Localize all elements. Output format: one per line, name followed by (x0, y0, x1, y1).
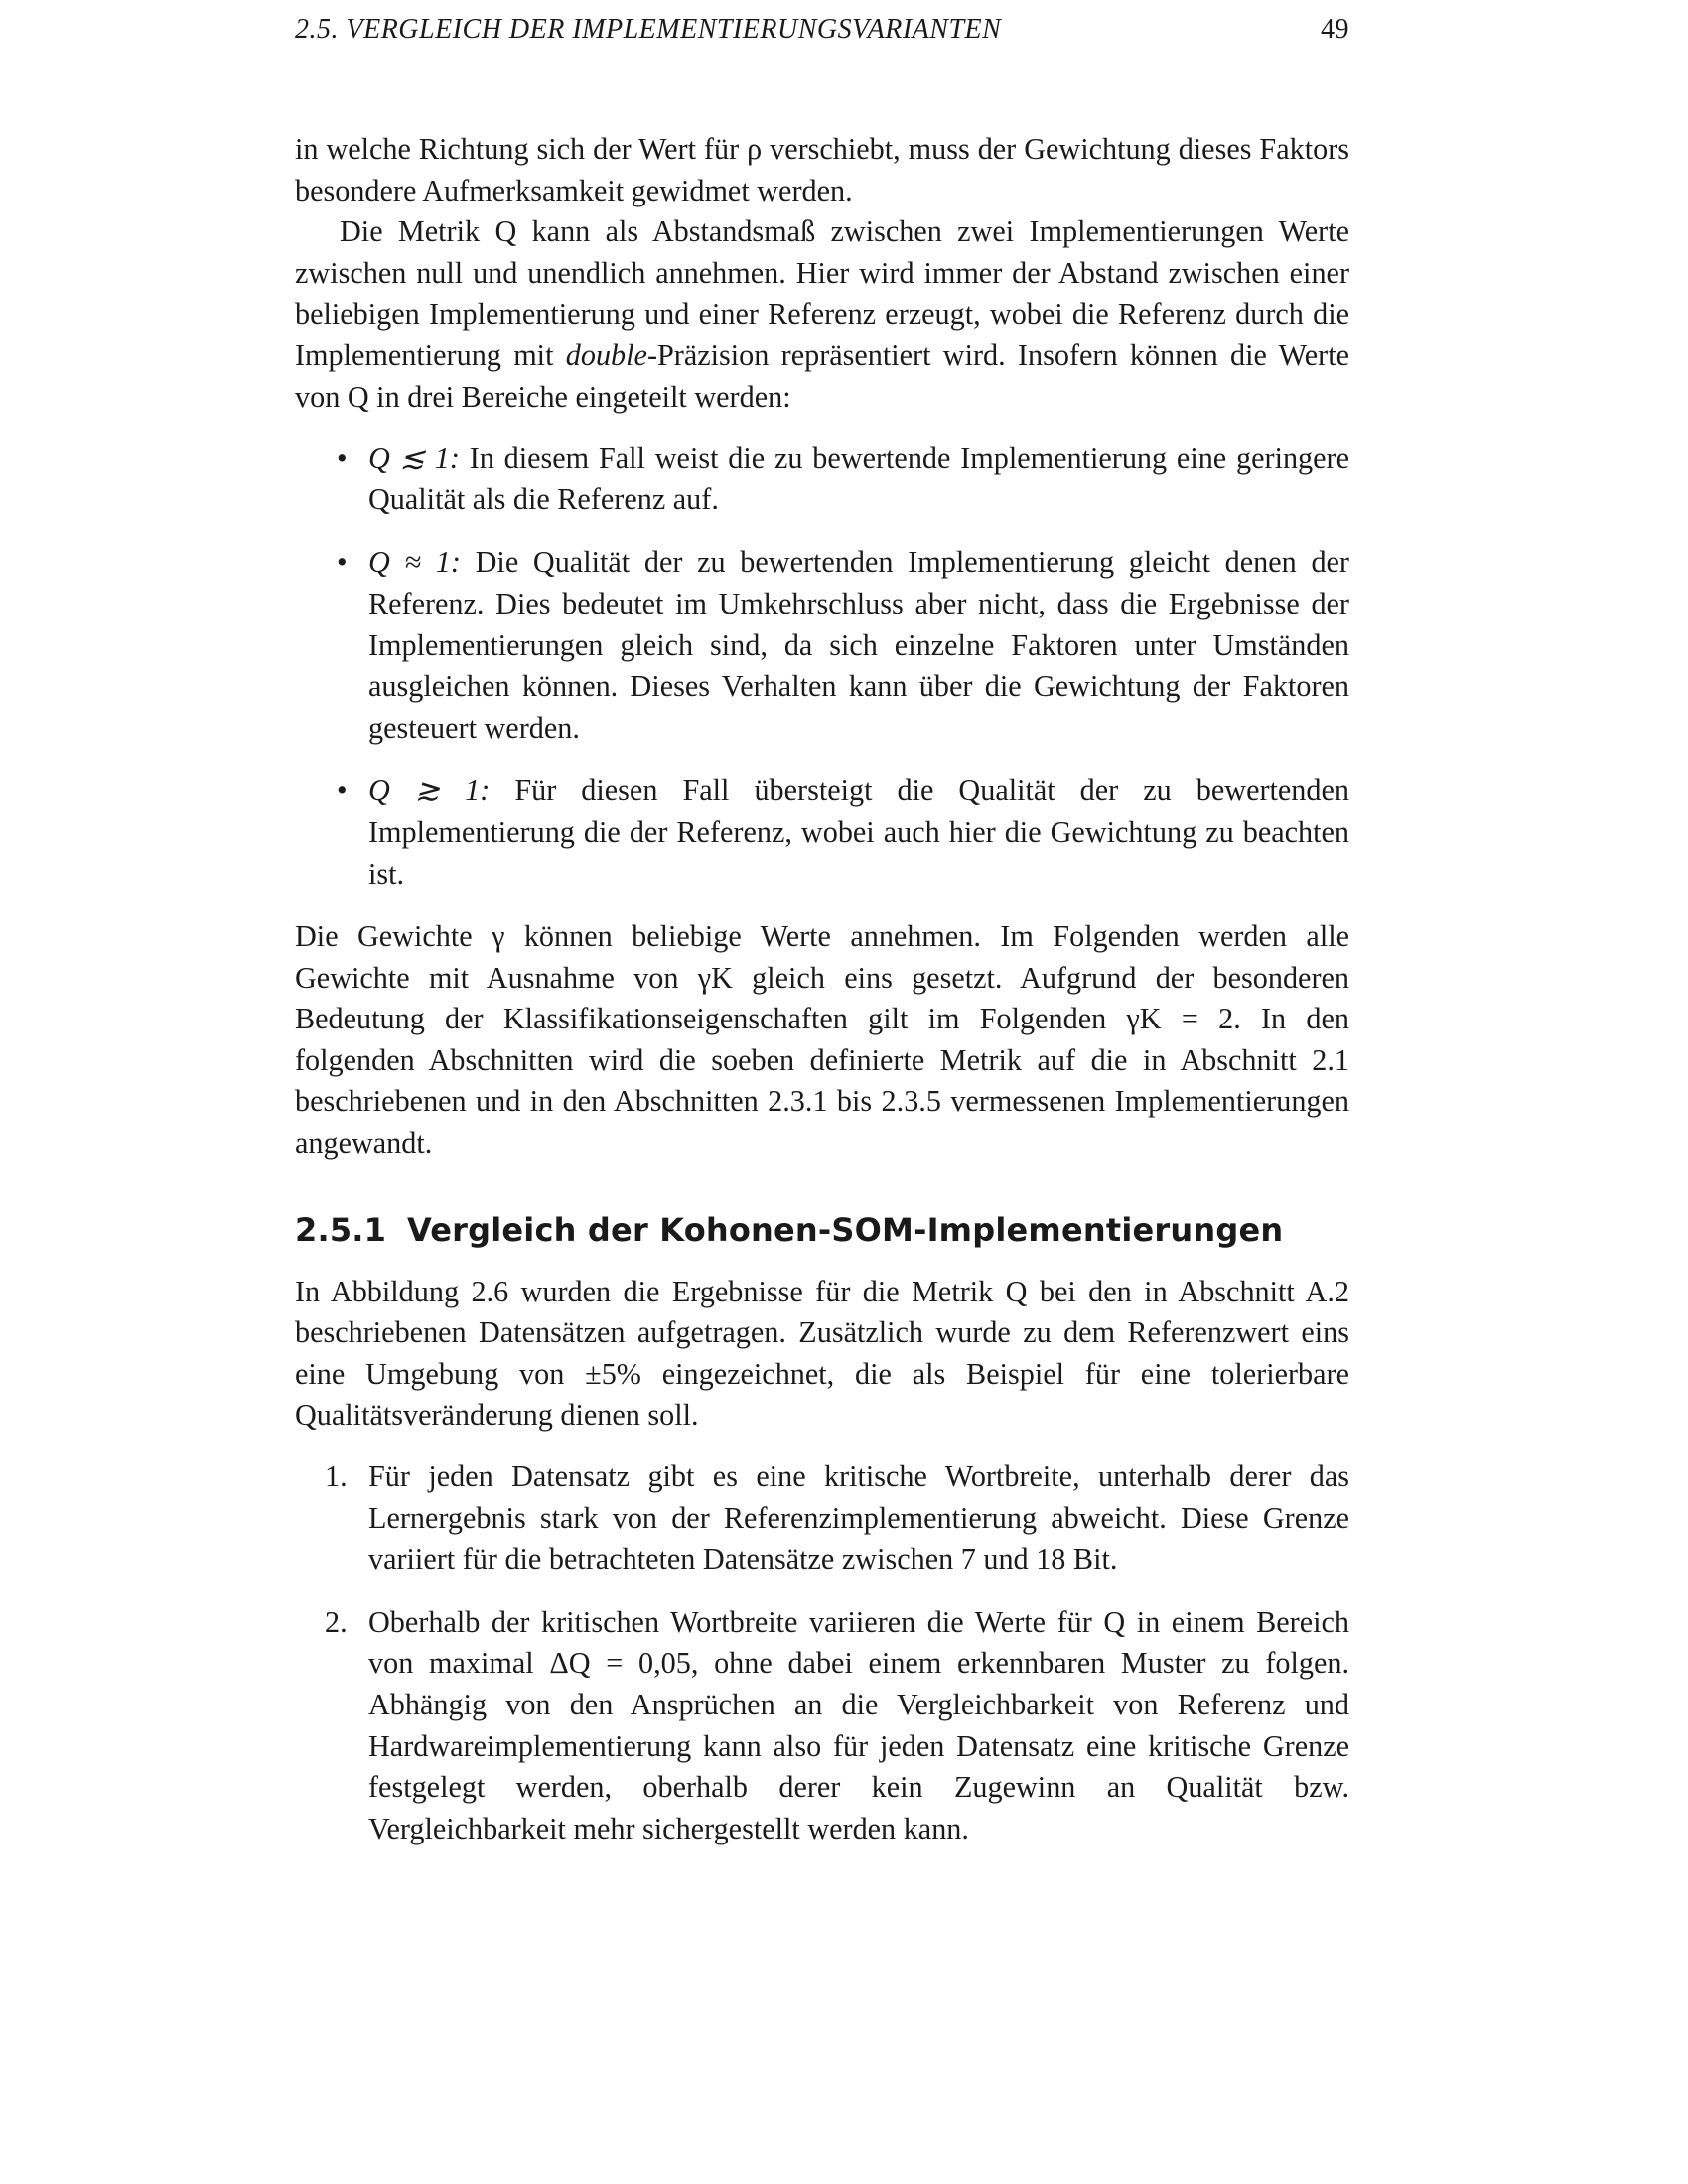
list-item (295, 1602, 1349, 1850)
range-bullet-list (295, 438, 1349, 894)
section-title: Vergleich der Kohonen-SOM-Implementierungen (407, 1210, 1284, 1249)
list-item (295, 1456, 1349, 1580)
paragraph-figure-results: In Abbildung 2.6 wurden die Ergebnisse für die Metrik Q bei den in Abschnitt A.2 beschriebenen Datensätzen aufgetragen. Zusätzlich wurde zu dem Referenzwert eins eine Umgebung von ±5% eingezeichnet, die als Beispiel für eine tolerierbare Qualitätsveränderung dienen soll. (295, 1274, 1349, 1433)
document-page (295, 0, 1349, 2184)
bullet-math: Q ≈ 1: (368, 545, 461, 580)
page-number: 49 (1321, 14, 1349, 45)
paragraph-continued: in welche Richtung sich der Wert für ρ verschiebt, muss der Gewichtung dieses Faktors besondere Aufmerksamkeit gewidmet werden. (295, 132, 1349, 207)
list-item-text: Für jeden Datensatz gibt es eine kritische Wortbreite, unterhalb derer das Lernergebnis stark von der Referenzimplementierung abweicht. Diese Grenze variiert für die betrachteten Datensätze zwischen 7 und 18 Bit. (368, 1459, 1349, 1576)
section-heading (295, 1210, 1349, 1250)
running-header (295, 14, 1349, 54)
body-text (295, 129, 1349, 1871)
bullet-math: Q ≳ 1: (368, 773, 491, 808)
paragraph-metric-q-part2: -Präzision repräsentiert wird. Insofern können die Werte von Q in drei Bereiche eingeteilt werden: (295, 338, 1349, 414)
list-item-text: Oberhalb der kritischen Wortbreite variieren die Werte für Q in einem Bereich von maximal ΔQ = 0,05, ohne dabei einem erkennbaren Muster zu folgen. Abhängig von den Ansprüchen an die Vergleichbarkeit von Referenz und Hardwareimplementierung kann also für jeden Datensatz eine kritische Grenze festgelegt werden, oberhalb derer kein Zugewinn an Qualität bzw. Vergleichbarkeit mehr sichergestellt werden kann. (368, 1604, 1349, 1845)
bullet-math: Q ≲ 1: (368, 441, 460, 476)
bullet-text: Für diesen Fall übersteigt die Qualität der zu bewertenden Implementierung die der Referenz, wobei auch hier die Gewichtung zu beachten ist. (368, 773, 1349, 890)
bullet-marker: • (337, 545, 348, 580)
bullet-text: In diesem Fall weist die zu bewertende Implementierung eine geringere Qualität als die Referenz auf. (368, 441, 1349, 516)
list-number: 2. (325, 1604, 348, 1639)
bullet-marker: • (337, 773, 348, 808)
double-italic: double (565, 338, 647, 372)
list-item (295, 542, 1349, 749)
bullet-text: Die Qualität der zu bewertenden Implementierung gleicht denen der Referenz. Dies bedeutet im Umkehrschluss aber nicht, dass die Ergebnisse der Implementierungen gleich sind, da sich einzelne Faktoren unter Umständen ausgleichen können. Dieses Verhalten kann über die Gewichtung der Faktoren gesteuert werden. (368, 545, 1349, 745)
running-title: 2.5. VERGLEICH DER IMPLEMENTIERUNGSVARIANTEN (295, 14, 1002, 45)
paragraph-weights: Die Gewichte γ können beliebige Werte annehmen. Im Folgenden werden alle Gewichte mit Ausnahme von γK gleich eins gesetzt. Aufgrund der besonderen Bedeutung der Klassifikationseigenschaften gilt im Folgenden γK = 2. In den folgenden Abschnitten wird die soeben definierte Metrik auf die in Abschnitt 2.1 beschriebenen und in den Abschnitten 2.3.1 bis 2.3.5 vermessenen Implementierungen angewandt. (295, 919, 1349, 1160)
list-item (295, 770, 1349, 894)
list-number: 1. (325, 1459, 348, 1494)
findings-numbered-list (295, 1456, 1349, 1849)
bullet-marker: • (337, 441, 348, 476)
paragraph-metric-q-part1: Die Metrik Q kann als Abstandsmaß zwischen zwei Implementierungen Werte zwischen null und unendlich annehmen. Hier wird immer der Abstand zwischen einer beliebigen Implementierung und einer Referenz erzeugt, wobei die Referenz durch die Implementierung mit (295, 214, 1349, 372)
list-item (295, 438, 1349, 520)
section-number: 2.5.1 (295, 1210, 387, 1249)
paragraph-metric-q (295, 211, 1349, 418)
